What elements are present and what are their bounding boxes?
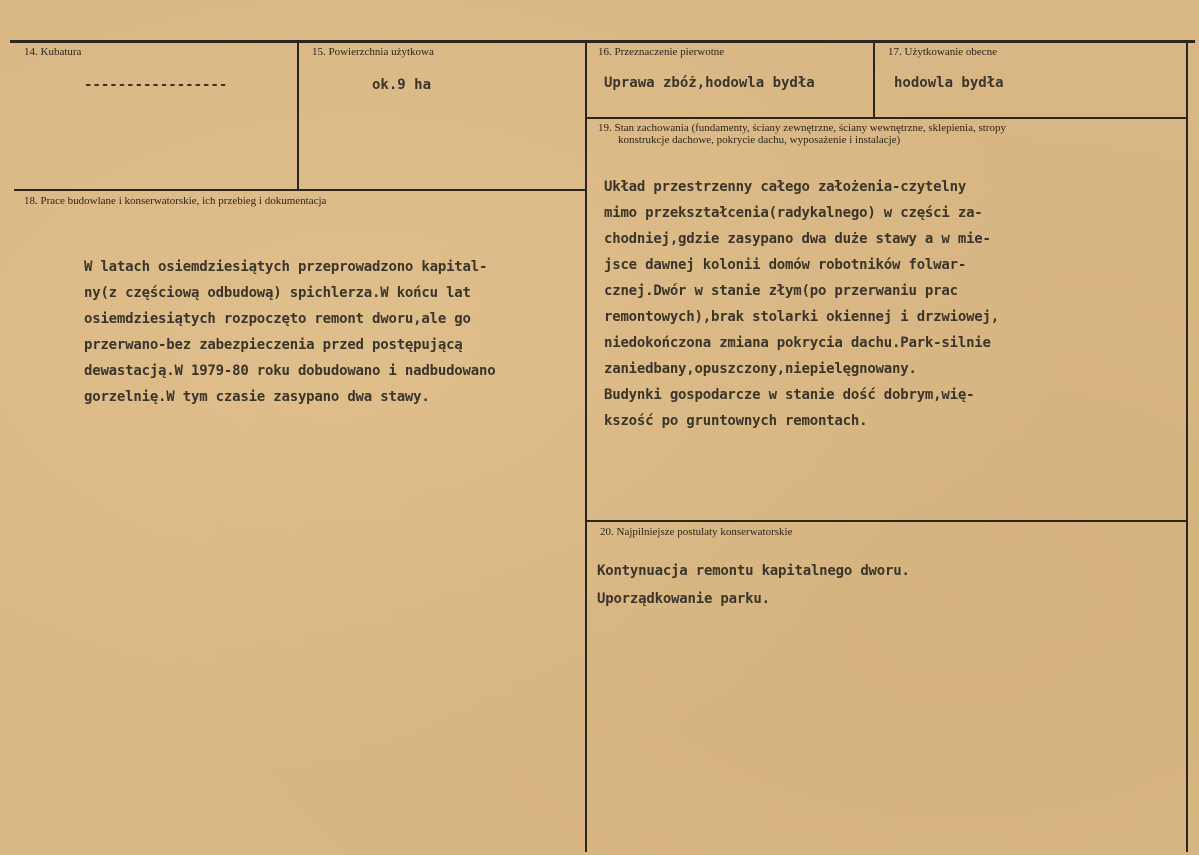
field-19-line: niedokończona zmiana pokrycia dachu.Park-silnie [604, 335, 991, 351]
field-18-line: dewastacją.W 1979-80 roku dobudowano i nadbudowano [84, 363, 496, 379]
field-20-line: Kontynuacja remontu kapitalnego dworu. [597, 563, 910, 579]
field-19-line: cznej.Dwór w stanie złym(po przerwaniu prac [604, 283, 958, 299]
field-14-value: ----------------- [84, 77, 228, 93]
rule-under-14-15 [14, 189, 586, 191]
field-18-text [84, 254, 495, 410]
field-20-text [597, 557, 910, 613]
field-15-label: 15. Powierzchnia użytkowa [312, 46, 434, 58]
field-15-value: ok.9 ha [372, 77, 432, 93]
field-18-line: ny(z częściową odbudową) spichlerza.W końcu lat [84, 285, 471, 301]
field-20-label: 20. Najpilniejsze postulaty konserwatorskie [600, 526, 793, 538]
field-17-label: 17. Użytkowanie obecne [888, 46, 998, 58]
field-18-line: przerwano-bez zabezpieczenia przed postępującą [84, 337, 463, 353]
field-19-line: zaniedbany,opuszczony,niepielęgnowany. [604, 361, 917, 377]
field-19-label: 19. Stan zachowania (fundamenty, ściany zewnętrzne, ściany wewnętrzne, sklepienia, stropy [598, 122, 1006, 134]
divider-16-17 [873, 42, 875, 117]
field-18-line: osiemdziesiątych rozpoczęto remont dworu,ale go [84, 311, 471, 327]
field-19-line: Układ przestrzenny całego założenia-czytelny [604, 179, 967, 195]
field-19-text [604, 174, 999, 434]
field-19-label-cont: konstrukcje dachowe, pokrycie dachu, wyposażenie i instalacje) [618, 134, 901, 146]
field-18-line: gorzelnię.W tym czasie zasypano dwa stawy. [84, 389, 430, 405]
field-19-line: remontowych),brak stolarki okiennej i drzwiowej, [604, 309, 999, 325]
field-18-line: W latach osiemdziesiątych przeprowadzono kapital- [84, 259, 488, 275]
field-19-line: Budynki gospodarcze w stanie dość dobrym,wię- [604, 387, 975, 403]
field-14-label: 14. Kubatura [24, 46, 82, 58]
divider-left-right [585, 42, 587, 852]
divider-14-15 [297, 42, 299, 190]
field-19-line: mimo przekształcenia(radykalnego) w części za- [604, 205, 983, 221]
field-20-line: Uporządkowanie parku. [597, 591, 770, 607]
field-19-line: chodniej,gdzie zasypano dwa duże stawy a w mie- [604, 231, 991, 247]
field-18-label: 18. Prace budowlane i konserwatorskie, ich przebieg i dokumentacja [24, 195, 327, 207]
rule-above-20 [587, 520, 1187, 522]
field-16-label: 16. Przeznaczenie pierwotne [598, 46, 725, 58]
field-17-value: hodowla bydła [894, 75, 1004, 91]
right-edge-rule [1186, 42, 1188, 852]
top-rule [10, 40, 1195, 43]
field-16-value: Uprawa zbóż,hodowla bydła [604, 75, 815, 91]
field-19-line: kszość po gruntownych remontach. [604, 413, 868, 429]
rule-under-16-17 [587, 117, 1187, 119]
field-19-line: jsce dawnej kolonii domów robotników folwar- [604, 257, 967, 273]
